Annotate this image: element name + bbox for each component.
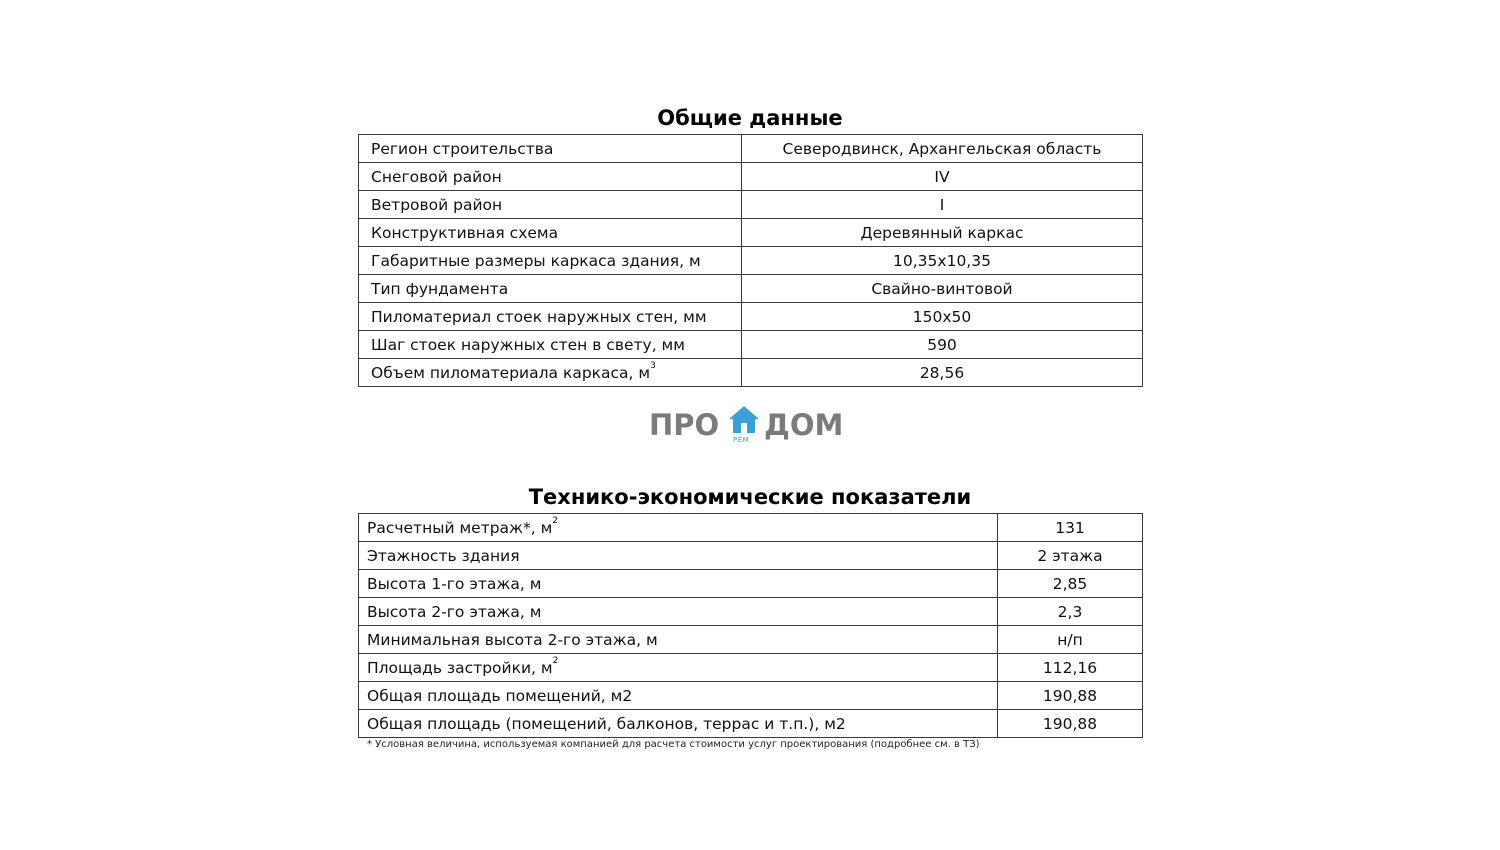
row-label: Высота 1-го этажа, м xyxy=(359,570,998,598)
general-data-title: Общие данные xyxy=(657,106,843,130)
table-row xyxy=(359,275,1143,303)
row-label: Пиломатериал стоек наружных стен, мм xyxy=(359,303,742,331)
table-row xyxy=(359,219,1143,247)
row-value: 2,85 xyxy=(998,570,1143,598)
table-row xyxy=(359,163,1143,191)
table-row xyxy=(359,682,1143,710)
row-value: Свайно-винтовой xyxy=(742,275,1143,303)
row-value: н/п xyxy=(998,626,1143,654)
row-label: Расчетный метраж*, $м^2$ xyxy=(359,514,998,542)
row-value: 28,56 xyxy=(742,359,1143,387)
row-label: Минимальная высота 2-го этажа, м xyxy=(359,626,998,654)
logo-word-left: ПРО xyxy=(649,408,720,442)
table-row xyxy=(359,710,1143,738)
row-value: 131 xyxy=(998,514,1143,542)
table-row xyxy=(359,303,1143,331)
table-row xyxy=(359,598,1143,626)
row-label: Высота 2-го этажа, м xyxy=(359,598,998,626)
table-row xyxy=(359,626,1143,654)
row-value: IV xyxy=(742,163,1143,191)
row-label: Общая площадь помещений, м2 xyxy=(359,682,998,710)
row-label: Снеговой район xyxy=(359,163,742,191)
table-row xyxy=(359,135,1143,163)
table-row xyxy=(359,191,1143,219)
row-label: Ветровой район xyxy=(359,191,742,219)
row-label: Тип фундамента xyxy=(359,275,742,303)
row-label: Этажность здания xyxy=(359,542,998,570)
tech-indicators-title: Технико-экономические показатели xyxy=(528,485,972,509)
row-label: Конструктивная схема xyxy=(359,219,742,247)
unit-superscript: 2 xyxy=(552,515,559,526)
company-logo xyxy=(640,402,860,450)
row-label: Регион строительства xyxy=(359,135,742,163)
table-row xyxy=(359,570,1143,598)
row-value: 112,16 xyxy=(998,654,1143,682)
row-value: 10,35х10,35 xyxy=(742,247,1143,275)
table-row xyxy=(359,331,1143,359)
row-label: Объем пиломатериала каркаса, $м^3$ xyxy=(359,359,742,387)
row-value: Деревянный каркас xyxy=(742,219,1143,247)
row-value: 2,3 xyxy=(998,598,1143,626)
unit-superscript: 2 xyxy=(552,655,559,666)
row-label: Габаритные размеры каркаса здания, м xyxy=(359,247,742,275)
footnote: * Условная величина, используемая компанией для расчета стоимости услуг проектирования (подробнее см. в ТЗ) xyxy=(367,739,980,750)
logo-subtext: РЕМ xyxy=(733,436,750,444)
table-row xyxy=(359,514,1143,542)
row-label: Общая площадь (помещений, балконов, террас и т.п.), м2 xyxy=(359,710,998,738)
row-value: 190,88 xyxy=(998,682,1143,710)
row-value: Северодвинск, Архангельская область xyxy=(742,135,1143,163)
row-value: 590 xyxy=(742,331,1143,359)
table-row xyxy=(359,359,1143,387)
unit-superscript: 3 xyxy=(650,360,656,371)
table-row xyxy=(359,654,1143,682)
tech-indicators-table xyxy=(358,513,1143,738)
table-row xyxy=(359,247,1143,275)
general-data-table xyxy=(358,134,1143,387)
table-row xyxy=(359,542,1143,570)
logo-word-right: ДОМ xyxy=(764,408,844,442)
row-label: Шаг стоек наружных стен в свету, мм xyxy=(359,331,742,359)
row-label: Площадь застройки, $м^2$ xyxy=(359,654,998,682)
row-value: 2 этажа xyxy=(998,542,1143,570)
row-value: 150х50 xyxy=(742,303,1143,331)
row-value: I xyxy=(742,191,1143,219)
house-icon xyxy=(728,405,760,435)
row-value: 190,88 xyxy=(998,710,1143,738)
